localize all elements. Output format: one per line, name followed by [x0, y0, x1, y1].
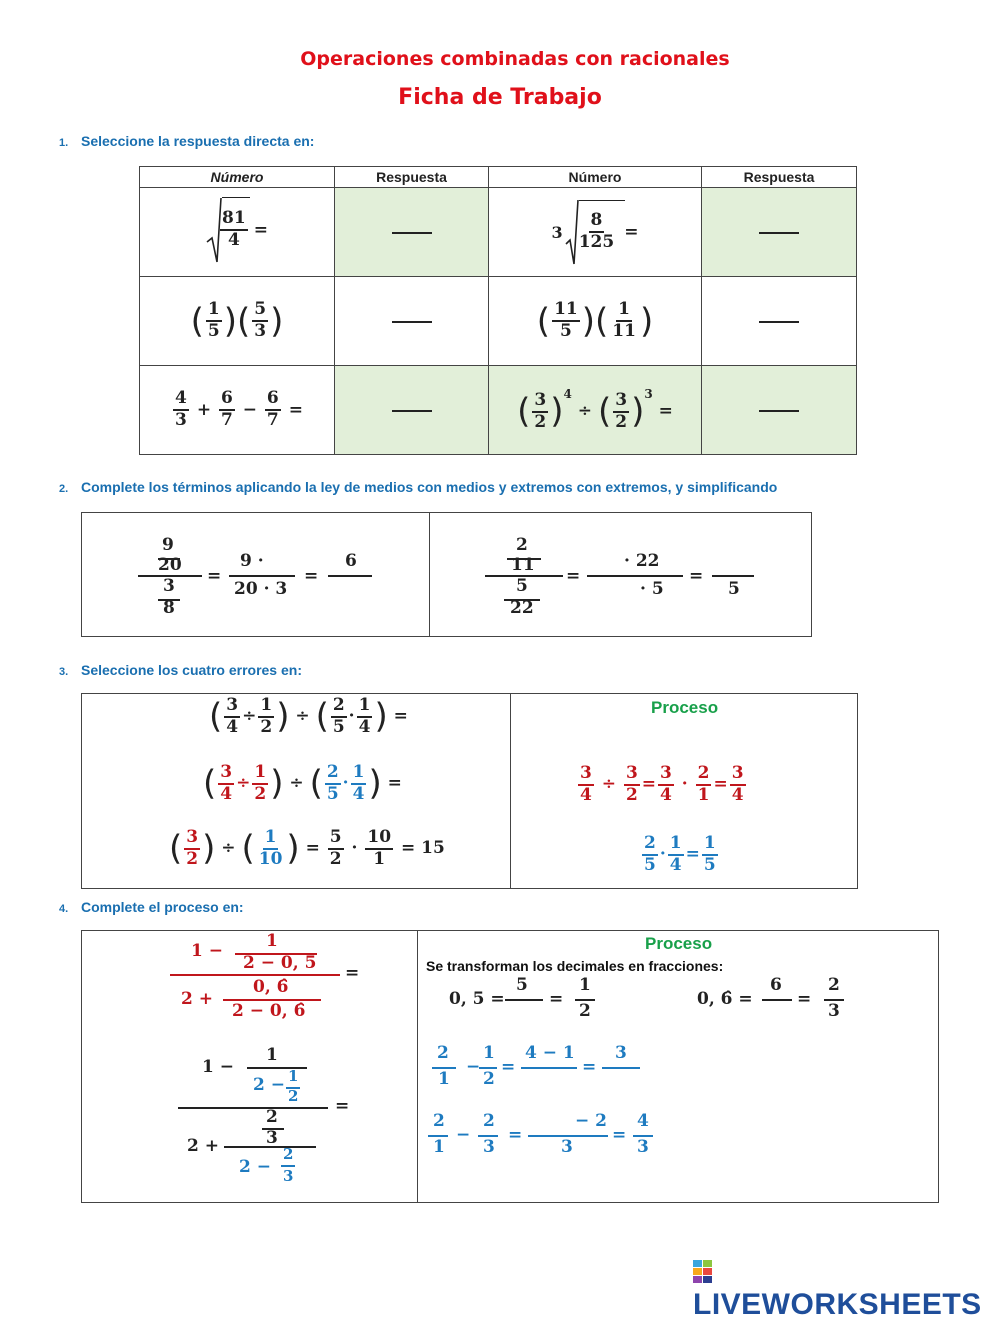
expr-product-1: ( $\frac{1}{5}$ )( $\frac{5}{3}$ ) [140, 277, 335, 366]
expr-sqrt-81-4: $\frac{81}{4}$ = [140, 188, 335, 277]
q3-process-label: Proceso [651, 698, 719, 717]
q3-process-line-1[interactable]: $\frac{3}{4}$ ÷ $\frac{3}{2}$ = $\frac{3}{4}$ · $\frac{2}{1}$ = $\frac{3}{4}$ [580, 763, 744, 805]
expr-sum: $\frac{4}{3}$ + $\frac{6}{7}$ − $\frac{6}{7}$ = [140, 366, 335, 455]
q3-process-line-2[interactable]: $\frac{2}{5}$ · $\frac{1}{4}$ = $\frac{1}{5}$ [644, 833, 716, 875]
answer-table [139, 166, 857, 455]
question-number: 2. [59, 483, 69, 495]
question-text: Complete los términos aplicando la ley de medios con medios y extremos con extremos, y simplificando [81, 479, 778, 495]
question-text: Seleccione los cuatro errores en: [81, 662, 302, 678]
q3-box [81, 693, 858, 889]
answer-blank[interactable] [702, 366, 857, 455]
question-1 [59, 133, 314, 149]
logo-blocks-icon [693, 1260, 713, 1284]
expr-product-2: ( $\frac{11}{5}$ )( $\frac{1}{11}$ ) [489, 277, 702, 366]
question-text: Complete el proceso en: [81, 899, 244, 915]
page-title: Operaciones combinadas con racionales [300, 48, 730, 70]
expr-power-division: ( $\frac{3}{2}$ )$^4$ ÷ ( $\frac{3}{2}$ )$^3$ = [489, 366, 702, 455]
q4-box: 1 − 1 2 − 0, 5 2 + 0, 6̂ 2 − 0, 6̂ = 1 − 1 2 − 1 2 = 2 3 2 + 2 − 2 3 Proceso Se transforman los decimales en fracciones: 0, 5 = 5 = 1 2 0, 6̂ = 6 = 2 3 2 1 − 1 2 = 4 − 1 = 3 2 1 − 2 3 = − 2 3 = 4 3 [81, 930, 939, 1203]
page-subtitle: Ficha de Trabajo [398, 85, 602, 110]
question-3 [59, 662, 302, 678]
answer-blank[interactable] [335, 366, 489, 455]
expr-cbrt-8-125: 3 $\frac{8}{125}$ = [489, 188, 702, 277]
question-text: Seleccione la respuesta directa en: [81, 133, 315, 149]
q3-line-3[interactable]: ( $\frac{3}{2}$ ) ÷ ( $\frac{1}{10}$ ) = $\frac{5}{2}$ · $\frac{10}{1}$ = 15 [169, 827, 445, 869]
q3-line-1: ( $\frac{3}{4}$ ÷ $\frac{1}{2}$ ) ÷ ( $\frac{2}{5}$ · $\frac{1}{4}$ ) = [209, 695, 408, 737]
question-number: 1. [59, 137, 69, 149]
question-number: 3. [59, 666, 69, 678]
header-respuesta-1: Respuesta [335, 167, 489, 188]
answer-blank[interactable] [702, 277, 857, 366]
q3-line-2[interactable]: ( $\frac{3}{4}$ ÷ $\frac{1}{2}$ ) ÷ ( $\frac{2}{5}$ · $\frac{1}{4}$ ) = [203, 762, 402, 804]
question-2 [59, 479, 777, 495]
q2-box: 9 20 3 8 = 9 · 20 · 3 = 6 2 11 5 22 = · 22 · 5 = 5 [81, 512, 812, 637]
liveworksheets-logo: LIVEWORKSHEETS [693, 1254, 1000, 1322]
question-4 [59, 899, 244, 915]
answer-blank[interactable] [335, 277, 489, 366]
answer-blank[interactable] [702, 188, 857, 277]
q4-process-label: Proceso [645, 934, 713, 953]
header-respuesta-2: Respuesta [702, 167, 857, 188]
q4-note: Se transforman los decimales en fracciones: [426, 958, 724, 974]
header-numero-2: Número [489, 167, 702, 188]
header-numero-1: Número [140, 167, 335, 188]
answer-blank[interactable] [335, 188, 489, 277]
question-number: 4. [59, 903, 69, 915]
